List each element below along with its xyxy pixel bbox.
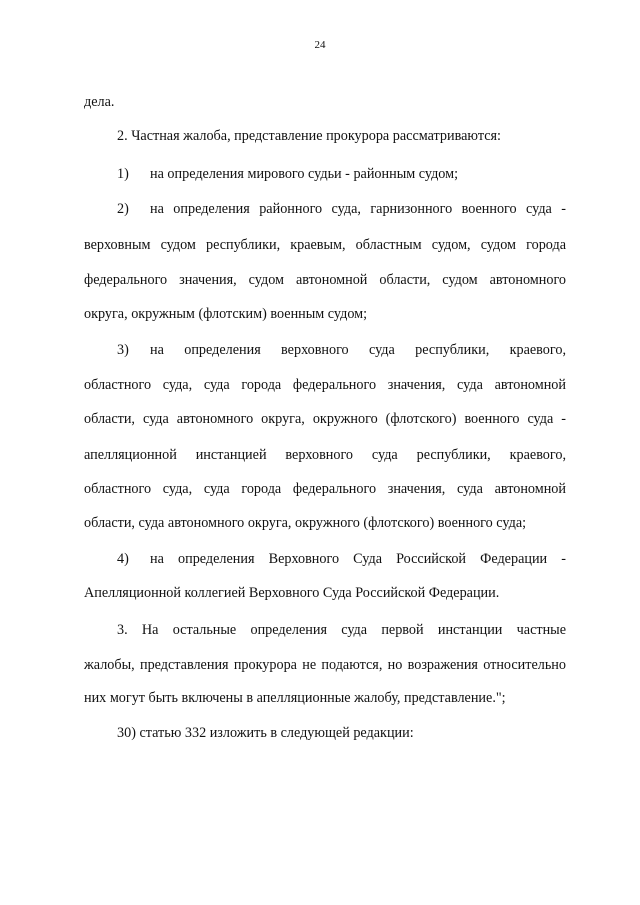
list-item-text: верховным судом республики, краевым, областным судом, судом города xyxy=(84,237,566,253)
list-item-text: областного суда, суда города федерального значения, суда автономной xyxy=(84,377,566,393)
list-item-text: на определения верховного суда республики, краевого, xyxy=(150,342,566,358)
list-item-number: 1) xyxy=(117,166,129,182)
list-item-text: на определения районного суда, гарнизонного военного суда - xyxy=(150,201,566,217)
list-item-text: на определения Верховного Суда Российской Федерации - xyxy=(150,551,566,567)
list-item-text: области, суда автономного округа, окружного (флотского) военного суда; xyxy=(84,515,527,531)
list-item-text: на определения мирового судьи - районным судом; xyxy=(150,166,459,182)
paragraph-text: жалобы, представления прокурора не подаются, но возражения относительно xyxy=(84,657,566,673)
list-item-text: Апелляционной коллегией Верховного Суда Российской Федерации. xyxy=(84,585,500,601)
list-item-text: областного суда, суда города федерального значения, суда автономной xyxy=(84,481,566,497)
paragraph-2-heading: 2. Частная жалоба, представление прокурора рассматриваются: xyxy=(117,128,501,144)
list-item-number: 2) xyxy=(117,201,129,217)
list-item-text: округа, окружным (флотским) военным судом; xyxy=(84,306,368,322)
list-item-text: федерального значения, судом автономной области, судом автономного xyxy=(84,272,566,288)
amendment-item-30: 30) статью 332 изложить в следующей редакции: xyxy=(117,725,414,741)
paragraph-text: 3. На остальные определения суда первой инстанции частные xyxy=(117,622,566,638)
page-number: 24 xyxy=(314,39,326,51)
list-item-number: 3) xyxy=(117,342,129,358)
list-item-number: 4) xyxy=(117,551,129,567)
paragraph-text: них могут быть включены в апелляционные жалобу, представление."; xyxy=(84,690,506,706)
list-item-text: апелляционной инстанцией верховного суда республики, краевого, xyxy=(84,447,566,463)
list-item-text: области, суда автономного округа, окружного (флотского) военного суда - xyxy=(84,411,566,427)
text-line-continuation: дела. xyxy=(84,94,115,110)
